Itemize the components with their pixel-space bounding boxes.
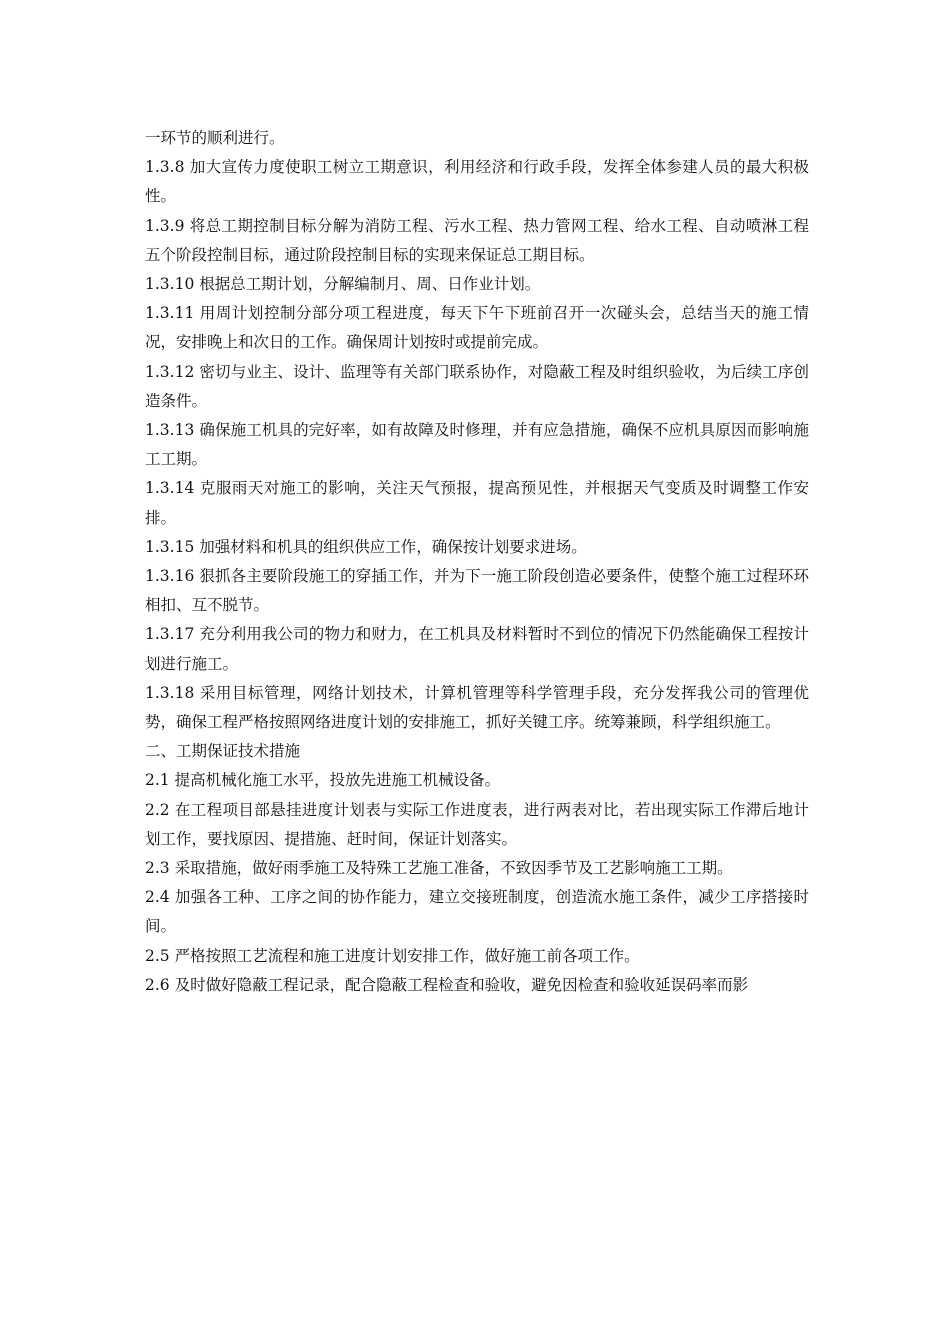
paragraph-1-3-8: 1.3.8 加大宣传力度使职工树立工期意识，利用经济和行政手段，发挥全体参建人员的最大积极性。 <box>145 158 809 206</box>
section-heading-2: 二、工期保证技术措施 <box>145 742 301 761</box>
paragraph-2-3: 2.3 采取措施，做好雨季施工及特殊工艺施工准备，不致因季节及工艺影响施工工期。 <box>145 859 733 878</box>
paragraph-1-3-9: 1.3.9 将总工期控制目标分解为消防工程、污水工程、热力管网工程、给水工程、自动喷淋工程五个阶段控制目标，通过阶段控制目标的实现来保证总工期目标。 <box>145 216 809 264</box>
paragraph-2-5: 2.5 严格按照工艺流程和施工进度计划安排工作，做好施工前各项工作。 <box>145 946 640 965</box>
document-body <box>145 124 809 1000</box>
paragraph-1-3-15: 1.3.15 加强材料和机具的组织供应工作，确保按计划要求进场。 <box>145 537 587 556</box>
paragraph-1-3-18: 1.3.18 采用目标管理，网络计划技术，计算机管理等科学管理手段，充分发挥我公司的管理优势，确保工程严格按照网络进度计划的安排施工，抓好关键工序。统筹兼顾，科学组织施工。 <box>145 683 809 732</box>
paragraph-1-3-13: 1.3.13 确保施工机具的完好率，如有故障及时修理，并有应急措施，确保不应机具原因而影响施工工期。 <box>145 421 809 469</box>
paragraph-1-3-12: 1.3.12 密切与业主、设计、监理等有关部门联系协作，对隐蔽工程及时组织验收，为后续工序创造条件。 <box>145 362 809 410</box>
paragraph-2-2: 2.2 在工程项目部悬挂进度计划表与实际工作进度表，进行两表对比，若出现实际工作滞后地计划工作，要找原因、提措施、赶时间，保证计划落实。 <box>145 800 809 848</box>
paragraph-1-3-16: 1.3.16 狠抓各主要阶段施工的穿插工作，并为下一施工阶段创造必要条件，使整个施工过程环环相扣、互不脱节。 <box>145 567 809 615</box>
paragraph-1-3-11: 1.3.11 用周计划控制分部分项工程进度，每天下午下班前召开一次碰头会，总结当天的施工情况，安排晚上和次日的工作。确保周计划按时或提前完成。 <box>145 304 809 352</box>
paragraph-continuation: 一环节的顺利进行。 <box>145 129 285 147</box>
paragraph-1-3-17: 1.3.17 充分利用我公司的物力和财力，在工机具及材料暂时不到位的情况下仍然能确保工程按计划进行施工。 <box>145 625 809 673</box>
paragraph-1-3-14: 1.3.14 克服雨天对施工的影响，关注天气预报，提高预见性，并根据天气变质及时调整工作安排。 <box>145 479 809 527</box>
paragraph-2-6: 2.6 及时做好隐蔽工程记录，配合隐蔽工程检查和验收，避免因检查和验收延误码率而影 <box>145 975 749 994</box>
paragraph-1-3-10: 1.3.10 根据总工期计划，分解编制月、周、日作业计划。 <box>145 275 541 294</box>
paragraph-2-4: 2.4 加强各工种、工序之间的协作能力，建立交接班制度，创造流水施工条件，减少工序搭接时间。 <box>145 888 809 936</box>
paragraph-2-1: 2.1 提高机械化施工水平，投放先进施工机械设备。 <box>145 771 501 790</box>
